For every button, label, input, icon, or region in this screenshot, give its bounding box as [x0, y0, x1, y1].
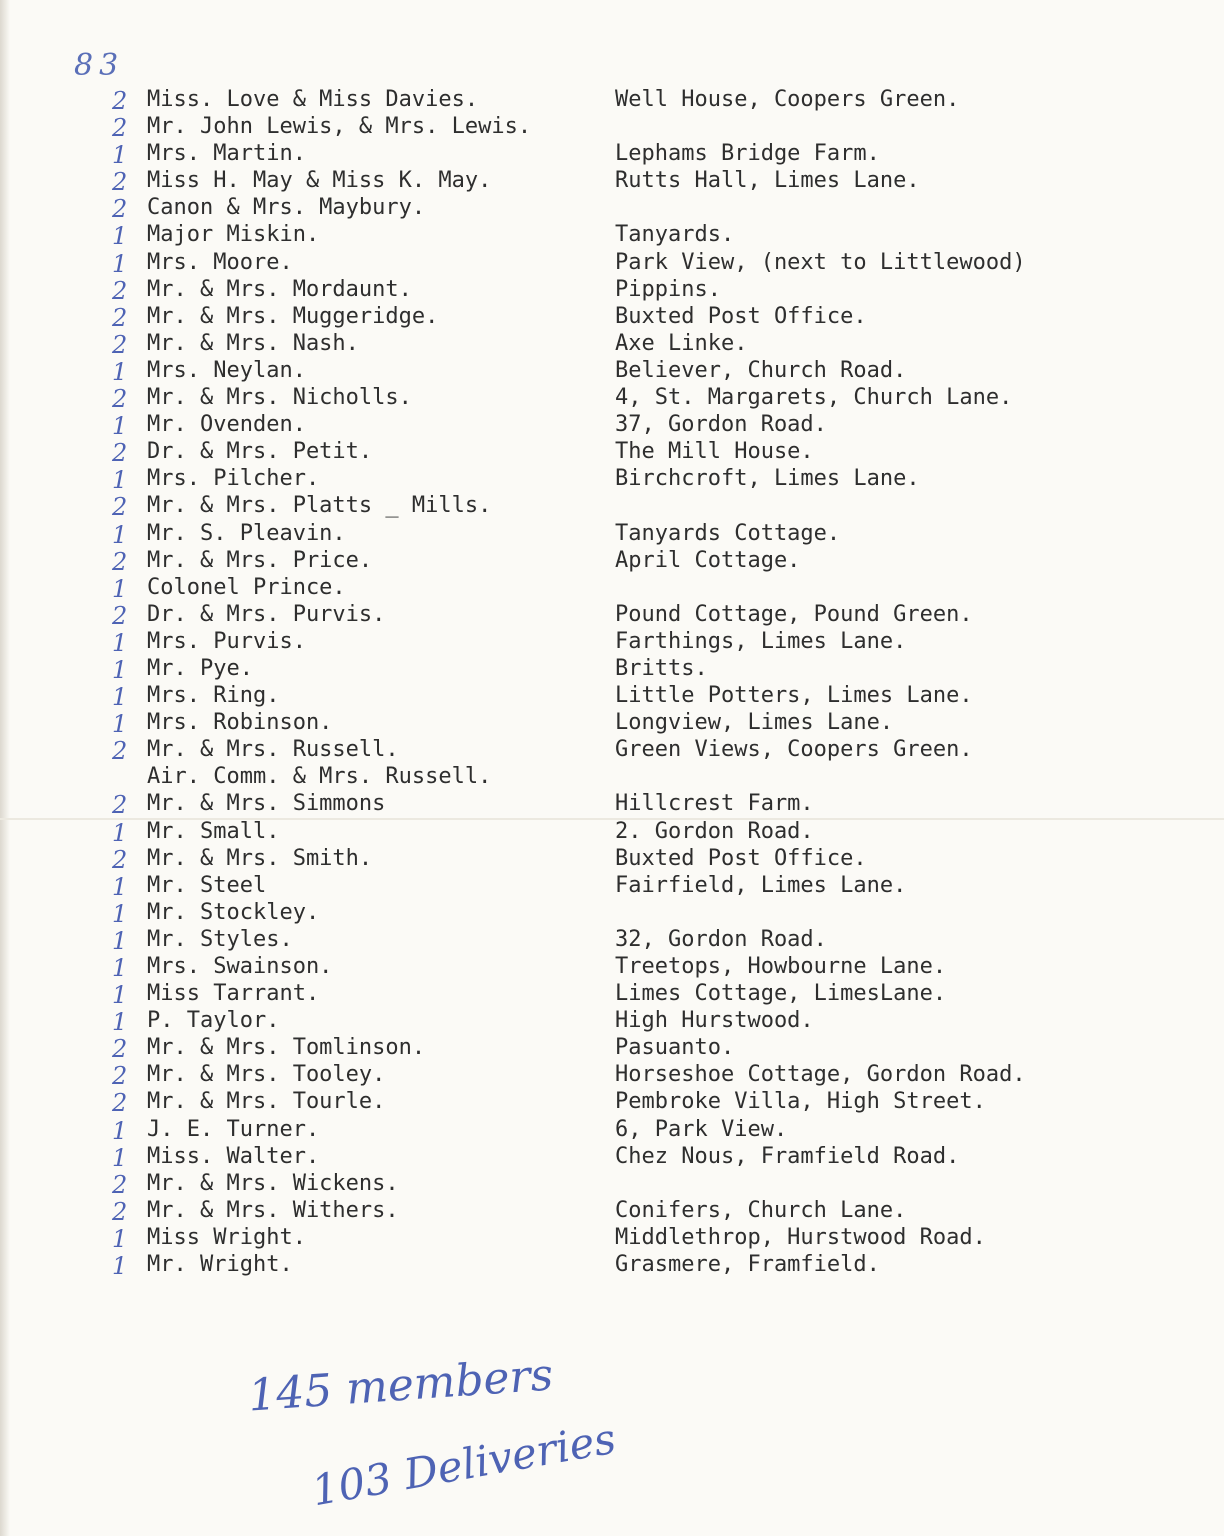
- member-address: High Hurstwood.: [615, 1008, 814, 1034]
- member-name: Mrs. Martin.: [147, 141, 306, 167]
- member-name: Mr. Steel: [147, 872, 267, 898]
- member-address: The Mill House.: [615, 439, 814, 465]
- member-address: Horseshoe Cottage, Gordon Road.: [615, 1062, 1026, 1088]
- handwritten-count: 1: [112, 1252, 128, 1281]
- list-item: [0, 303, 1224, 330]
- member-address: Believer, Church Road.: [615, 357, 907, 383]
- member-name: Mrs. Neylan.: [147, 357, 306, 383]
- list-item: [0, 194, 1224, 224]
- list-item: [0, 438, 1224, 468]
- member-name: Mr. & Mrs. Withers.: [147, 1197, 399, 1223]
- handwritten-count: 2: [112, 168, 128, 197]
- member-address: Little Potters, Limes Lane.: [615, 683, 973, 709]
- list-item: [0, 1034, 1224, 1064]
- list-item: [0, 872, 1224, 899]
- member-address: 4, St. Margarets, Church Lane.: [615, 385, 1013, 411]
- handwritten-count: 1: [112, 872, 128, 901]
- list-item: [0, 520, 1224, 547]
- member-address: Chez Nous, Framfield Road.: [615, 1143, 960, 1169]
- member-address: Well House, Coopers Green.: [615, 87, 960, 112]
- member-address: Fairfield, Limes Lane.: [615, 872, 907, 898]
- handwritten-count: 1: [112, 628, 128, 657]
- handwritten-count: 1: [112, 574, 128, 603]
- member-name: Mrs. Robinson.: [147, 710, 333, 736]
- member-name: Mr. & Mrs. Simmons: [147, 791, 386, 817]
- handwritten-count: 2: [112, 845, 128, 874]
- member-name: Major Miskin.: [147, 222, 320, 248]
- handwritten-count: 2: [112, 737, 128, 766]
- list-item: [0, 655, 1224, 682]
- member-name: Mrs. Ring.: [147, 683, 280, 709]
- list-item: [0, 1143, 1224, 1170]
- handwritten-count: 2: [112, 547, 128, 576]
- list-item: [0, 113, 1224, 143]
- handwritten-count: 2: [112, 1170, 128, 1199]
- list-item: [0, 167, 1224, 197]
- list-item: [0, 330, 1224, 357]
- member-address: Farthings, Limes Lane.: [615, 628, 907, 654]
- list-item: [0, 628, 1224, 655]
- list-item: [0, 574, 1224, 601]
- list-item: [0, 1197, 1224, 1224]
- handwritten-count: 1: [112, 655, 128, 684]
- handwritten-count: 1: [112, 412, 128, 441]
- members-total-note: 145 members: [246, 1349, 555, 1422]
- list-item: [0, 357, 1224, 384]
- member-name: P. Taylor.: [147, 1008, 280, 1034]
- handwritten-count: 1: [112, 141, 128, 170]
- handwritten-count: 1: [112, 222, 128, 251]
- member-name: Mr. & Mrs. Tourle.: [147, 1089, 386, 1115]
- entries-list: [0, 86, 1224, 1281]
- member-name: Dr. & Mrs. Purvis.: [147, 601, 386, 627]
- list-item: [0, 1251, 1224, 1281]
- member-address: Pound Cottage, Pound Green.: [615, 601, 973, 627]
- member-name: Mrs. Swainson.: [147, 954, 333, 979]
- handwritten-count: 2: [112, 195, 128, 224]
- member-name: Miss H. May & Miss K. May.: [147, 168, 492, 194]
- member-name: Mr. & Mrs. Price.: [147, 547, 373, 573]
- member-name: J. E. Turner.: [147, 1116, 320, 1142]
- list-item: [0, 384, 1224, 414]
- member-address: Axe Linke.: [615, 330, 748, 356]
- handwritten-count: 1: [112, 954, 128, 982]
- list-item: [0, 86, 1224, 113]
- list-item: [0, 818, 1224, 845]
- member-address: Grasmere, Framfield.: [615, 1252, 880, 1278]
- handwritten-count: 1: [112, 1116, 128, 1145]
- list-item: [0, 140, 1224, 170]
- member-address: Treetops, Howbourne Lane.: [615, 954, 947, 979]
- list-item: [0, 492, 1224, 522]
- handwritten-count: 2: [112, 276, 128, 305]
- list-item: [0, 1116, 1224, 1143]
- list-item: [0, 249, 1224, 276]
- list-item: [0, 547, 1224, 574]
- member-name: Miss. Love & Miss Davies.: [147, 87, 479, 112]
- member-name: Mr. S. Pleavin.: [147, 520, 346, 546]
- member-address: Birchcroft, Limes Lane.: [615, 466, 920, 492]
- list-item: [0, 1170, 1224, 1197]
- member-address: 37, Gordon Road.: [615, 412, 827, 438]
- member-name: Mr. Styles.: [147, 926, 293, 952]
- handwritten-count: 1: [112, 981, 128, 1010]
- handwritten-count: 1: [112, 520, 128, 549]
- handwritten-count: 1: [112, 1143, 128, 1172]
- list-item: [0, 845, 1224, 872]
- member-name: Miss. Walter.: [147, 1143, 320, 1169]
- handwritten-count: 2: [112, 385, 128, 414]
- handwritten-count: 2: [112, 114, 128, 143]
- list-item: [0, 1224, 1224, 1251]
- list-item: [0, 790, 1224, 820]
- member-name: Mr. & Mrs. Wickens.: [147, 1170, 399, 1196]
- handwritten-count: 1: [112, 683, 128, 712]
- member-address: 2. Gordon Road.: [615, 818, 814, 844]
- member-address: Pembroke Villa, High Street.: [615, 1089, 986, 1115]
- handwritten-count: 1: [112, 818, 128, 847]
- member-name: Miss Wright.: [147, 1224, 306, 1250]
- handwritten-count: 2: [112, 1089, 128, 1118]
- handwritten-count: 2: [112, 601, 128, 630]
- handwritten-count: 2: [112, 439, 128, 468]
- handwritten-count: 1: [112, 249, 128, 278]
- member-address: 32, Gordon Road.: [615, 926, 827, 952]
- handwritten-count: 2: [112, 1197, 128, 1226]
- member-name: Mr. & Mrs. Smith.: [147, 845, 373, 871]
- list-item: [0, 1007, 1224, 1037]
- member-name: Mr. John Lewis, & Mrs. Lewis.: [147, 114, 532, 140]
- member-address: Longview, Limes Lane.: [615, 710, 894, 736]
- member-name: Air. Comm. & Mrs. Russell.: [147, 764, 492, 790]
- member-address: 6, Park View.: [615, 1116, 788, 1142]
- handwritten-count: 2: [112, 1062, 128, 1091]
- member-address: Tanyards.: [615, 222, 735, 248]
- list-item: [0, 465, 1224, 495]
- list-item: [0, 899, 1224, 926]
- member-address: Britts.: [615, 655, 708, 681]
- list-item: [0, 411, 1224, 441]
- member-address: Park View, (next to Littlewood): [615, 249, 1026, 275]
- member-name: Mr. Small.: [147, 818, 280, 844]
- member-name: Mrs. Purvis.: [147, 628, 306, 654]
- list-item: [0, 709, 1224, 739]
- member-address: Limes Cottage, LimesLane.: [615, 981, 947, 1007]
- member-name: Mr. & Mrs. Muggeridge.: [147, 303, 439, 329]
- member-address: Lephams Bridge Farm.: [615, 141, 880, 167]
- member-name: Mr. & Mrs. Mordaunt.: [147, 276, 412, 302]
- member-name: Mr. & Mrs. Nash.: [147, 330, 359, 356]
- handwritten-count: 1: [112, 926, 128, 955]
- member-name: Mr. Ovenden.: [147, 412, 306, 438]
- member-address: Buxted Post Office.: [615, 303, 867, 329]
- member-address: Pasuanto.: [615, 1035, 735, 1061]
- list-item: [0, 980, 1224, 1010]
- list-item: [0, 221, 1224, 251]
- handwritten-count: 1: [112, 357, 128, 386]
- handwritten-count: 1: [112, 1008, 128, 1037]
- member-address: Middlethrop, Hurstwood Road.: [615, 1224, 986, 1250]
- handwritten-count: 2: [112, 791, 128, 820]
- list-item: [0, 926, 1224, 953]
- list-item: [0, 1088, 1224, 1118]
- handwritten-count: 2: [112, 303, 128, 332]
- handwritten-count: 2: [112, 1035, 128, 1064]
- member-address: Tanyards Cottage.: [615, 520, 841, 546]
- member-address: Pippins.: [615, 276, 721, 302]
- member-name: Mr. Stockley.: [147, 899, 320, 925]
- member-name: Mr. Pye.: [147, 655, 253, 681]
- member-name: Dr. & Mrs. Petit.: [147, 439, 373, 465]
- handwritten-count: 1: [112, 1224, 128, 1253]
- member-name: Mr. Wright.: [147, 1252, 293, 1278]
- list-item: [0, 601, 1224, 628]
- list-item: [0, 1061, 1224, 1091]
- member-name: Miss Tarrant.: [147, 981, 320, 1007]
- list-item: [0, 736, 1224, 766]
- member-address: Rutts Hall, Limes Lane.: [615, 168, 920, 194]
- member-address: Hillcrest Farm.: [615, 791, 814, 817]
- list-item: [0, 763, 1224, 790]
- handwritten-count: 1: [112, 899, 128, 928]
- member-address: Conifers, Church Lane.: [615, 1197, 907, 1223]
- member-address: Green Views, Coopers Green.: [615, 737, 973, 763]
- list-item: [0, 682, 1224, 712]
- member-name: Mr. & Mrs. Tooley.: [147, 1062, 386, 1088]
- member-name: Canon & Mrs. Maybury.: [147, 195, 426, 221]
- member-name: Mrs. Pilcher.: [147, 466, 320, 492]
- member-name: Mr. & Mrs. Tomlinson.: [147, 1035, 426, 1061]
- list-item: [0, 276, 1224, 303]
- member-name: Mr. & Mrs. Nicholls.: [147, 385, 412, 411]
- handwritten-count: 2: [112, 493, 128, 522]
- handwritten-count: 2: [112, 330, 128, 359]
- member-address: Buxted Post Office.: [615, 845, 867, 871]
- member-address: April Cottage.: [615, 547, 801, 573]
- member-name: Mrs. Moore.: [147, 249, 293, 275]
- member-name: Mr. & Mrs. Platts _ Mills.: [147, 493, 492, 519]
- member-name: Mr. & Mrs. Russell.: [147, 737, 399, 763]
- list-item: [0, 953, 1224, 980]
- handwritten-count: 2: [112, 87, 128, 115]
- handwritten-count: 1: [112, 466, 128, 495]
- page-number: 83: [74, 48, 125, 83]
- deliveries-total-note: 103 Deliveries: [308, 1413, 620, 1516]
- handwritten-count: 1: [112, 710, 128, 739]
- member-name: Colonel Prince.: [147, 574, 346, 600]
